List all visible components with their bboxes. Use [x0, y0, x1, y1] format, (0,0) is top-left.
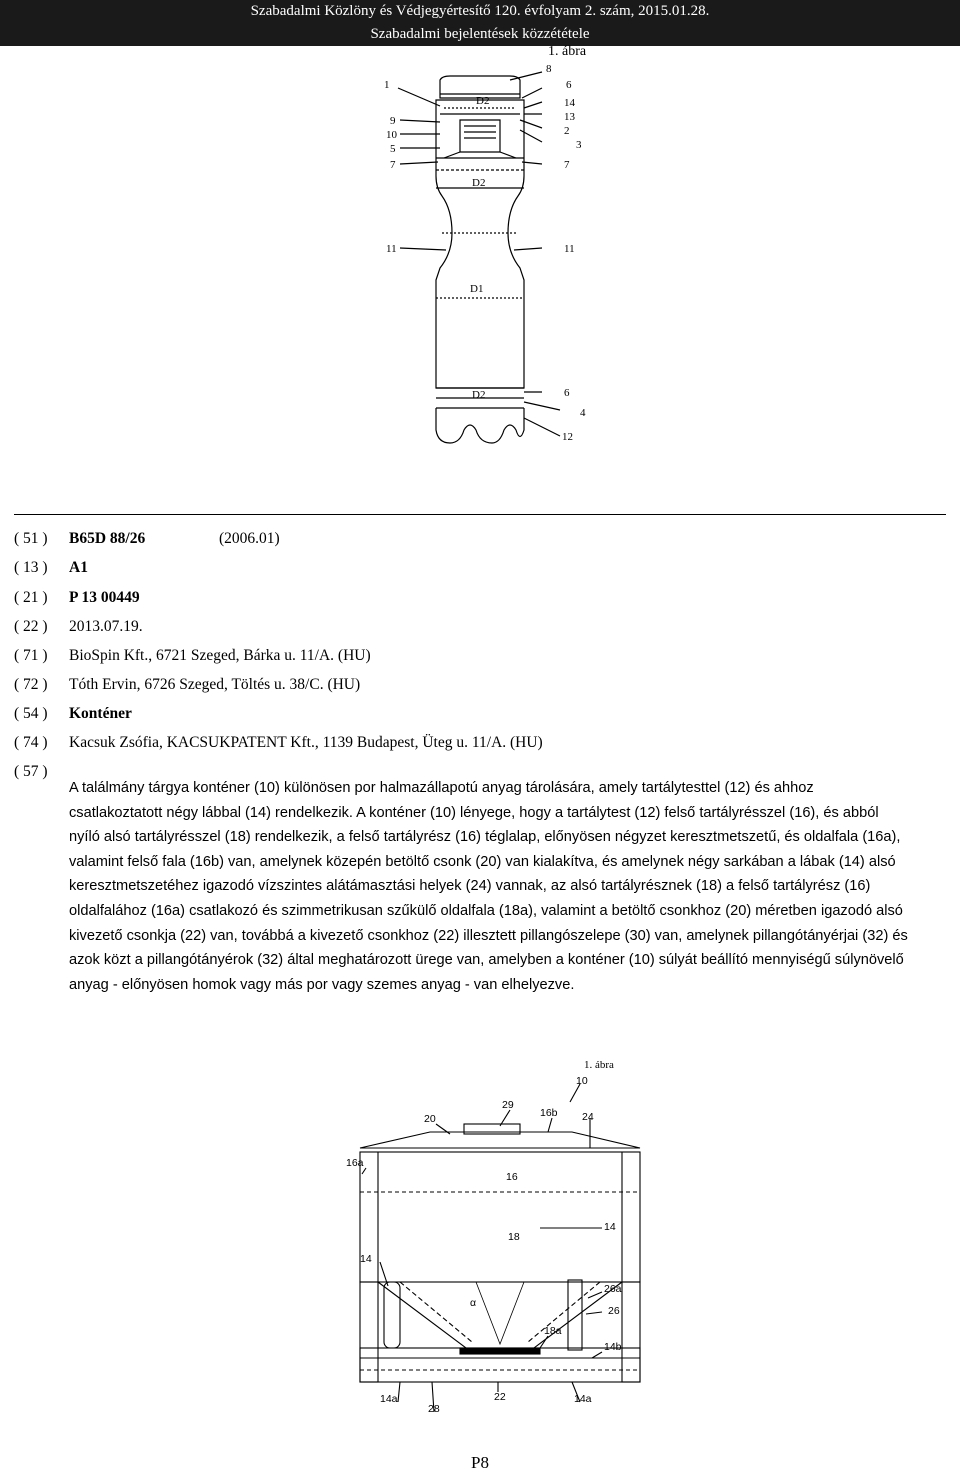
fig2-label: 14b	[604, 1341, 622, 1353]
fig2-label: 16a	[346, 1157, 364, 1169]
fig1-label: 10	[386, 129, 397, 141]
fig2-label: α	[470, 1297, 477, 1309]
field-code: ( 74 )	[14, 734, 48, 751]
figure1-caption: 1. ábra	[548, 44, 587, 59]
fig2-label: 14a	[574, 1393, 592, 1405]
fig2-label: 28	[428, 1403, 440, 1415]
fig2-label: 22	[494, 1391, 506, 1403]
fig1-label: 1	[384, 79, 390, 91]
fig2-label: 14a	[380, 1393, 398, 1405]
fig2-label: 26a	[604, 1283, 622, 1295]
fig1-label: 11	[386, 243, 397, 255]
document-kind: A1	[69, 559, 88, 576]
fig2-label: 26	[608, 1305, 620, 1317]
filing-date: 2013.07.19.	[69, 618, 143, 635]
ipc-version: (2006.01)	[219, 530, 280, 547]
fig1-label: 5	[390, 143, 396, 155]
applicant: BioSpin Kft., 6721 Szeged, Bárka u. 11/A. (HU)	[69, 647, 371, 664]
field-code: ( 57 )	[14, 763, 48, 780]
fig1-label: 2	[564, 125, 570, 137]
fig1-label: D2	[476, 95, 490, 107]
journal-title: Szabadalmi Közlöny és Védjegyértesítő 120. évfolyam 2. szám, 2015.01.28.	[250, 3, 710, 19]
field-code: ( 51 )	[14, 530, 48, 547]
fig2-label: 18a	[544, 1325, 562, 1337]
abstract-text: A találmány tárgya konténer (10) különösen por halmazállapotú anyag tárolására, amely tartálytesttel (12) és ahhoz csatlakoztatott négy lábbal (14) rendelkezik. A konténer (10) lényege, hogy a tartálytest (12) felső tartályrésszel (16), és abból nyíló alsó tartályrésszel (18) rendelkezik, a felső tartályrész (16) téglalap, előnyösen négyzet keresztmetszetű, és oldalfala (16a), valamint felső fala (16b) van, amelynek közepén betöltő csonk (20) van kialakítva, és amelynek négy sarkában a lábak (14) alsó keresztmetszetéhez igazodó vízszintes alátámasztási helyek (24) vannak, az alsó tartályrésznek (18) a felső tartályrész (16) oldalfalához (16a) csatlakozó és szimmetrikusan szűkülő oldalfala (18a), valamint a betöltő csonkhoz (20) méretben igazodó alsó kivezető csonkja (22) van, továbbá a kivezető csonkhoz (22) illesztett pillangószelepe (30) van, amelynek pillangótányérjai (32) és azok közt a pillangótányérok (32) által meghatározott ürege van, amelyben a konténer (10) súlyát beállító mennyiségű súlynövelő anyag - előnyösen homok vagy más por vagy szemes anyag - van elhelyezve.	[69, 780, 908, 993]
bottle-upper-body	[436, 100, 524, 388]
fig1-label: 7	[564, 159, 570, 171]
leg-left	[360, 1282, 378, 1382]
fig1-label: 3	[576, 139, 582, 151]
figure2-container-drawing	[340, 1052, 660, 1422]
field-code: ( 71 )	[14, 647, 48, 664]
fig2-label: 29	[502, 1099, 514, 1111]
fig1-label: 8	[546, 63, 552, 75]
fig1-label: 12	[562, 431, 573, 443]
fig1-label: 11	[564, 243, 575, 255]
figure1-bottle-drawing	[360, 58, 600, 458]
field-code: ( 22 )	[14, 618, 48, 635]
ipc-class: B65D 88/26	[69, 530, 146, 547]
invention-title: Konténer	[69, 705, 132, 722]
bottle-feet	[436, 408, 524, 443]
figure2-caption: 1. ábra	[584, 1059, 614, 1071]
representative: Kacsuk Zsófia, KACSUKPATENT Kft., 1139 Budapest, Üteg u. 11/A. (HU)	[69, 734, 543, 751]
fig1-label: 14	[564, 97, 575, 109]
fig1-label: 13	[564, 111, 575, 123]
section-divider	[14, 514, 946, 515]
application-number: P 13 00449	[69, 589, 140, 606]
fig1-label: 6	[566, 79, 572, 91]
fig2-label: 14	[604, 1221, 616, 1233]
inventor: Tóth Ervin, 6726 Szeged, Töltés u. 38/C. (HU)	[69, 676, 361, 693]
journal-header	[0, 0, 960, 46]
upper-tank	[360, 1152, 640, 1282]
fig2-label: 16b	[540, 1107, 558, 1119]
fig2-label: 16	[506, 1171, 518, 1183]
field-code: ( 21 )	[14, 589, 48, 606]
fig2-label: 20	[424, 1113, 436, 1125]
fig2-label: 24	[582, 1111, 594, 1123]
page-number: P8	[471, 1453, 489, 1472]
field-code: ( 54 )	[14, 705, 48, 722]
leg-right	[622, 1282, 640, 1382]
fig1-label: D1	[470, 283, 484, 295]
fig2-label: 14	[360, 1253, 372, 1265]
fig2-label: 18	[508, 1231, 520, 1243]
fig2-label: 10	[576, 1075, 588, 1087]
fig1-label: 7	[390, 159, 396, 171]
fig1-label: 4	[580, 407, 586, 419]
field-code: ( 13 )	[14, 559, 48, 576]
field-code: ( 72 )	[14, 676, 48, 693]
fig1-label: 6	[564, 387, 570, 399]
lower-hopper	[378, 1282, 622, 1348]
fig1-label: D2	[472, 177, 486, 189]
fig1-label: 9	[390, 115, 396, 127]
fig1-label: D2	[472, 389, 486, 401]
section-title: Szabadalmi bejelentések közzététele	[370, 26, 590, 42]
